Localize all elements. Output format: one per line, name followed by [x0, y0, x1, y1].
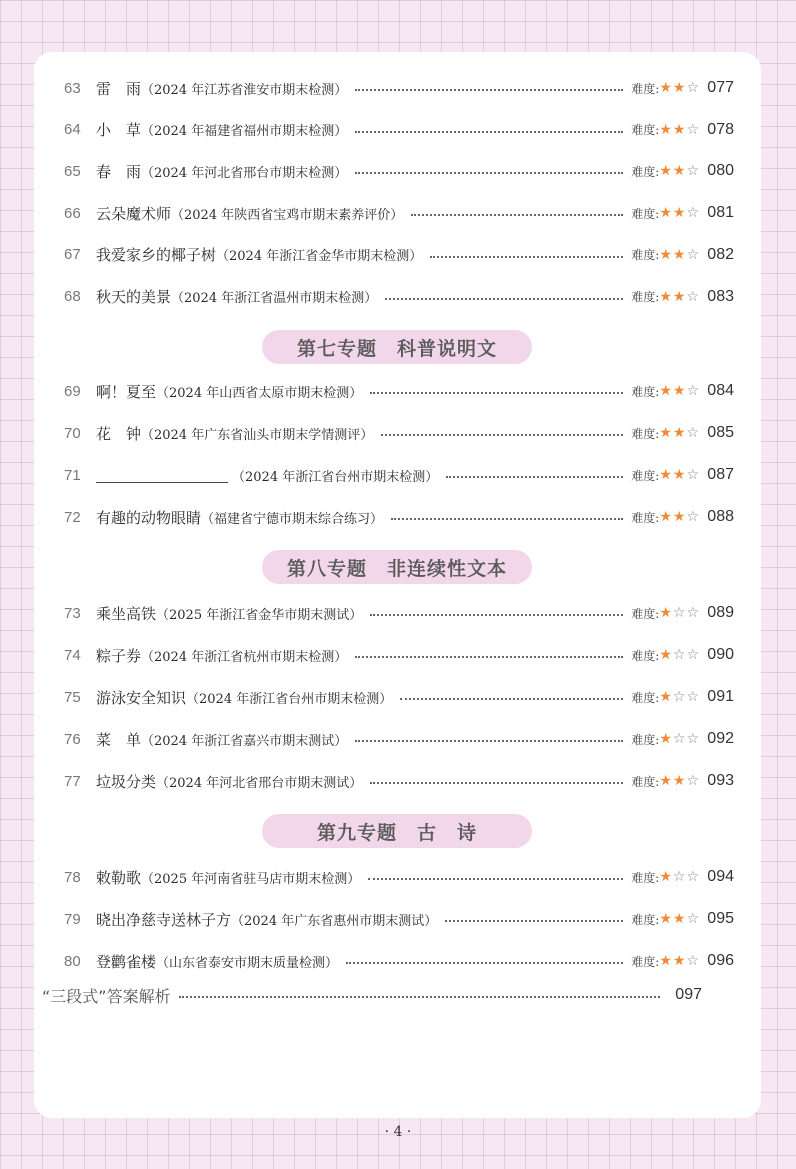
- star-filled-icon: ★: [659, 121, 673, 138]
- toc-entry[interactable]: [64, 766, 734, 796]
- entry-number: 76: [64, 730, 81, 748]
- entry-page: 096: [707, 952, 734, 969]
- leader-dots: [370, 614, 623, 616]
- star-filled-icon: ★: [659, 288, 673, 305]
- star-filled-icon: ★: [659, 163, 673, 180]
- entry-title: 秋天的美景: [96, 288, 172, 306]
- difficulty-stars: [659, 289, 700, 305]
- difficulty-stars: [659, 122, 700, 138]
- entry-number: 75: [64, 688, 81, 706]
- entry-page: 091: [707, 688, 734, 705]
- star-empty-icon: ☆: [686, 288, 700, 305]
- entry-source: （2024 年浙江省嘉兴市期末测试）: [141, 733, 348, 749]
- toc-card: [34, 52, 761, 1118]
- star-empty-icon: ☆: [686, 80, 700, 96]
- entry-source: （2024 年江苏省淮安市期末检测）: [141, 82, 348, 98]
- entry-source: （2024 年浙江省台州市期末检测）: [186, 691, 393, 707]
- title-blank-line: [96, 468, 228, 483]
- star-empty-icon: ☆: [686, 953, 700, 969]
- difficulty-stars: [659, 467, 700, 483]
- difficulty-stars: [659, 647, 700, 663]
- answer-analysis-label: “三段式”答案解析: [42, 986, 171, 1006]
- difficulty-stars: [659, 509, 700, 525]
- entry-source: （2024 年河北省邢台市期末检测）: [141, 165, 348, 181]
- answer-analysis-page: 097: [675, 986, 702, 1003]
- star-filled-icon: ★: [672, 80, 687, 96]
- entry-title: 花 钟: [96, 424, 142, 443]
- star-filled-icon: ★: [659, 911, 673, 927]
- star-empty-icon: ☆: [672, 647, 687, 663]
- star-filled-icon: ★: [672, 425, 687, 441]
- toc-entry[interactable]: [64, 198, 734, 228]
- star-empty-icon: ☆: [686, 509, 700, 525]
- toc-entry[interactable]: [64, 376, 734, 406]
- star-filled-icon: ★: [672, 383, 687, 399]
- entry-source: （2024 年河北省邢台市期末测试）: [156, 775, 363, 791]
- difficulty-stars: [659, 205, 700, 221]
- entry-number: 74: [64, 646, 81, 664]
- difficulty-label: 难度:: [631, 468, 660, 483]
- star-filled-icon: ★: [659, 773, 673, 789]
- star-empty-icon: ☆: [686, 163, 700, 180]
- section-header-7: 第七专题 科普说明文: [262, 330, 532, 364]
- difficulty-label: 难度:: [631, 648, 660, 663]
- difficulty-stars: [659, 689, 700, 705]
- star-empty-icon: ☆: [672, 869, 687, 885]
- difficulty-label: 难度:: [631, 912, 660, 927]
- page-number: · 4 ·: [384, 1124, 412, 1140]
- entry-source: （2025 年河南省驻马店市期末检测）: [141, 871, 361, 887]
- leader-dots: [355, 89, 623, 91]
- star-filled-icon: ★: [672, 911, 687, 927]
- difficulty-stars: [659, 773, 700, 789]
- star-empty-icon: ☆: [686, 773, 700, 789]
- leader-dots: [385, 298, 623, 300]
- entry-page: 080: [707, 162, 734, 180]
- entry-source: （2024 年山西省太原市期末检测）: [156, 385, 363, 401]
- entry-number: 72: [64, 508, 81, 526]
- star-filled-icon: ★: [659, 383, 673, 399]
- difficulty-stars: [659, 383, 700, 399]
- entry-source: （2024 年福建省福州市期末检测）: [141, 124, 348, 140]
- leader-dots: [355, 172, 623, 174]
- difficulty-label: 难度:: [631, 384, 660, 399]
- entry-number: 67: [64, 246, 81, 264]
- star-filled-icon: ★: [672, 953, 687, 969]
- difficulty-label: 难度:: [631, 954, 660, 969]
- entry-page: 085: [707, 424, 734, 441]
- entry-title: 云朵魔术师: [96, 204, 172, 223]
- entry-source: （2025 年浙江省金华市期末测试）: [156, 607, 363, 623]
- star-filled-icon: ★: [659, 467, 673, 483]
- difficulty-stars: [659, 731, 700, 747]
- entry-page: 094: [707, 868, 734, 885]
- difficulty-label: 难度:: [631, 206, 660, 221]
- entry-page: 095: [707, 910, 734, 927]
- leader-dots: [355, 740, 623, 742]
- leader-dots: [430, 256, 623, 258]
- star-filled-icon: ★: [659, 689, 673, 705]
- entry-source: （2024 年浙江省温州市期末检测）: [171, 291, 378, 306]
- difficulty-label: 难度:: [631, 774, 660, 789]
- difficulty-label: 难度:: [631, 870, 660, 885]
- entry-title: 垃圾分类: [96, 772, 157, 791]
- star-empty-icon: ☆: [672, 731, 687, 747]
- star-empty-icon: ☆: [686, 425, 700, 441]
- entry-page: 093: [707, 772, 734, 789]
- toc-entry[interactable]: [64, 502, 734, 532]
- entry-number: 70: [64, 424, 81, 442]
- star-filled-icon: ★: [659, 731, 673, 747]
- entry-page: 084: [707, 382, 734, 399]
- star-filled-icon: ★: [672, 509, 687, 525]
- leader-dots: [446, 476, 623, 478]
- toc-entry[interactable]: [64, 946, 734, 976]
- section-header-8: 第八专题 非连续性文本: [262, 550, 532, 584]
- leader-dots: [381, 434, 623, 436]
- entry-title: 菜 单: [96, 730, 142, 749]
- entry-number: 79: [64, 910, 81, 928]
- entry-number: 65: [64, 162, 81, 180]
- star-empty-icon: ☆: [686, 689, 700, 705]
- entry-page: 081: [707, 204, 734, 222]
- difficulty-stars: [659, 425, 700, 441]
- difficulty-stars: [659, 605, 700, 621]
- section-header-9: 第九专题 古 诗: [262, 814, 532, 848]
- entry-number: 66: [64, 204, 81, 222]
- entry-source: （福建省宁德市期末综合练习）: [201, 511, 384, 527]
- leader-dots: [370, 392, 623, 394]
- toc-entry[interactable]: [64, 640, 734, 670]
- toc-entry[interactable]: [64, 598, 734, 628]
- answer-analysis-row[interactable]: [42, 980, 702, 1010]
- entry-title: 啊！夏至: [96, 382, 157, 401]
- entry-title: 晓出净慈寺送林子方: [96, 910, 232, 929]
- entry-source: （山东省泰安市期末质量检测）: [156, 955, 339, 971]
- entry-number: 63: [64, 79, 81, 97]
- entry-number: 78: [64, 868, 81, 886]
- star-filled-icon: ★: [659, 246, 673, 263]
- leader-dots: [346, 962, 623, 964]
- entry-title: 乘坐高铁: [96, 604, 157, 623]
- toc-entry[interactable]: [64, 156, 734, 186]
- entry-title: 游泳安全知识: [96, 688, 187, 707]
- star-filled-icon: ★: [672, 205, 687, 222]
- entry-title: 雷 雨: [96, 79, 142, 98]
- star-filled-icon: ★: [672, 163, 687, 180]
- toc-entry[interactable]: [64, 724, 734, 754]
- entry-number: 77: [64, 772, 81, 790]
- leader-dots: [368, 878, 623, 880]
- star-empty-icon: ☆: [686, 121, 700, 138]
- entry-source: （2024 年陕西省宝鸡市期末素养评价）: [171, 207, 404, 223]
- difficulty-stars: [659, 953, 700, 969]
- star-empty-icon: ☆: [686, 205, 700, 222]
- entry-title: 春 雨: [96, 162, 142, 181]
- star-filled-icon: ★: [659, 647, 673, 663]
- difficulty-stars: [659, 247, 700, 263]
- difficulty-label: 难度:: [631, 690, 660, 705]
- entry-number: 80: [64, 952, 81, 970]
- toc-entry[interactable]: [64, 904, 734, 934]
- difficulty-stars: [659, 911, 700, 927]
- star-empty-icon: ☆: [686, 605, 700, 621]
- entry-page: 077: [707, 79, 734, 96]
- star-filled-icon: ★: [659, 953, 673, 969]
- leader-dots: [179, 996, 660, 998]
- entry-page: 083: [707, 287, 734, 305]
- entry-page: 082: [707, 245, 734, 263]
- entry-source: （2024 年浙江省台州市期末检测）: [232, 469, 439, 485]
- star-filled-icon: ★: [659, 869, 673, 885]
- entry-number: 64: [64, 121, 81, 139]
- star-empty-icon: ☆: [686, 246, 700, 263]
- star-filled-icon: ★: [659, 605, 673, 621]
- star-filled-icon: ★: [659, 80, 673, 96]
- entry-number: 73: [64, 604, 81, 622]
- toc-entry[interactable]: [64, 862, 734, 892]
- star-filled-icon: ★: [659, 205, 673, 222]
- entry-page: 092: [707, 730, 734, 747]
- star-empty-icon: ☆: [686, 731, 700, 747]
- difficulty-label: 难度:: [631, 248, 660, 263]
- difficulty-stars: [659, 163, 700, 179]
- star-filled-icon: ★: [672, 121, 687, 138]
- difficulty-label: 难度:: [631, 606, 660, 621]
- star-filled-icon: ★: [659, 425, 673, 441]
- difficulty-label: 难度:: [631, 81, 660, 96]
- toc-entry[interactable]: [64, 682, 734, 712]
- difficulty-label: 难度:: [631, 732, 660, 747]
- entry-page: 090: [707, 646, 734, 663]
- entry-page: 078: [707, 120, 734, 138]
- leader-dots: [411, 214, 623, 216]
- entry-source: （2024 年浙江省杭州市期末检测）: [141, 649, 348, 665]
- star-filled-icon: ★: [672, 773, 687, 789]
- entry-page: 088: [707, 508, 734, 525]
- toc-entry[interactable]: [64, 115, 734, 145]
- star-empty-icon: ☆: [686, 647, 700, 663]
- difficulty-label: 难度:: [631, 290, 660, 304]
- star-empty-icon: ☆: [686, 467, 700, 483]
- entry-title: 我爱家乡的椰子树: [96, 246, 217, 265]
- star-empty-icon: ☆: [672, 605, 687, 621]
- entry-title: 小 草: [96, 121, 142, 140]
- entry-page: 087: [707, 466, 734, 483]
- toc-entry[interactable]: [64, 418, 734, 448]
- difficulty-stars: [659, 869, 700, 885]
- difficulty-label: 难度:: [631, 426, 660, 441]
- entry-page: 089: [707, 604, 734, 621]
- entry-title: 敕勒歌: [96, 868, 142, 887]
- star-filled-icon: ★: [659, 509, 673, 525]
- entry-source: （2024 年浙江省金华市期末检测）: [216, 249, 423, 265]
- star-empty-icon: ☆: [686, 911, 700, 927]
- leader-dots: [391, 518, 623, 520]
- leader-dots: [445, 920, 623, 922]
- difficulty-label: 难度:: [631, 123, 660, 138]
- toc-entry[interactable]: [64, 282, 734, 312]
- entry-title: 粽子券: [96, 646, 142, 665]
- star-empty-icon: ☆: [686, 869, 700, 885]
- entry-number: 71: [64, 466, 81, 484]
- leader-dots: [370, 782, 623, 784]
- star-empty-icon: ☆: [672, 689, 687, 705]
- difficulty-label: 难度:: [631, 164, 660, 179]
- star-empty-icon: ☆: [686, 383, 700, 399]
- entry-number: 69: [64, 382, 81, 400]
- leader-dots: [355, 656, 623, 658]
- entry-title: 有趣的动物眼睛: [96, 508, 202, 527]
- star-filled-icon: ★: [672, 288, 687, 305]
- entry-title: 登鹳雀楼: [96, 952, 157, 971]
- entry-source: （2024 年广东省惠州市期末测试）: [231, 913, 438, 929]
- toc-entry[interactable]: [64, 460, 734, 490]
- entry-source: （2024 年广东省汕头市期末学情测评）: [141, 427, 374, 443]
- difficulty-stars: [659, 80, 700, 96]
- star-filled-icon: ★: [672, 467, 687, 483]
- leader-dots: [355, 131, 623, 133]
- entry-number: 68: [64, 288, 81, 305]
- leader-dots: [400, 698, 623, 700]
- toc-entry[interactable]: [64, 73, 734, 103]
- toc-entry[interactable]: [64, 240, 734, 270]
- difficulty-label: 难度:: [631, 510, 660, 525]
- star-filled-icon: ★: [672, 246, 687, 263]
